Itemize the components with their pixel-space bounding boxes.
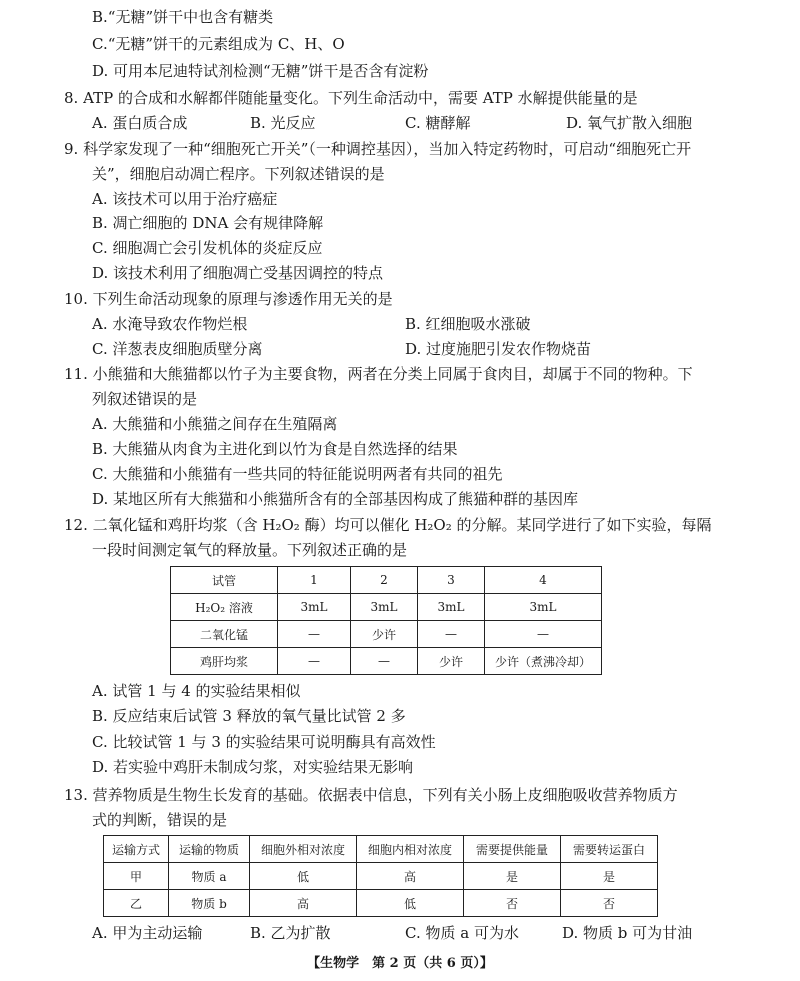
table-cell: 细胞外相对浓度	[250, 836, 357, 863]
table-cell: —	[351, 648, 418, 675]
table-row	[171, 594, 602, 621]
table-cell: 高	[250, 890, 357, 917]
q10-option-c: C. 洋葱表皮细胞质壁分离	[92, 340, 263, 358]
table-cell: 鸡肝均浆	[171, 648, 278, 675]
q11-option-d: D. 某地区所有大熊猫和小熊猫所含有的全部基因构成了熊猫种群的基因库	[92, 490, 579, 508]
table-cell: 需要提供能量	[464, 836, 561, 863]
table-cell: 1	[278, 567, 351, 594]
table-cell: 3mL	[485, 594, 602, 621]
table-row	[171, 621, 602, 648]
table-row	[104, 890, 658, 917]
table-cell: 低	[357, 890, 464, 917]
page-footer: 【生物学 第 2 页（共 6 页）】	[307, 956, 493, 971]
table-cell: 甲	[104, 863, 169, 890]
table-row	[171, 567, 602, 594]
table-cell: 乙	[104, 890, 169, 917]
q7-option-c: C.“无糖”饼干的元素组成为 C、H、O	[92, 35, 345, 53]
q12-table	[170, 566, 602, 675]
table-cell: 试管	[171, 567, 278, 594]
table-cell: 否	[464, 890, 561, 917]
q9-option-d: D. 该技术利用了细胞凋亡受基因调控的特点	[92, 264, 384, 282]
table-cell: H₂O₂ 溶液	[171, 594, 278, 621]
table-cell: 少许（煮沸冷却）	[485, 648, 602, 675]
q11-stem-1: 11. 小熊猫和大熊猫都以竹子为主要食物，两者在分类上同属于食肉目，却属于不同的物种。下	[64, 365, 693, 383]
q9-stem-2: 关”，细胞启动凋亡程序。下列叙述错误的是	[92, 165, 385, 183]
table-cell: —	[485, 621, 602, 648]
q8-stem: 8. ATP 的合成和水解都伴随能量变化。下列生命活动中，需要 ATP 水解提供能量的是	[64, 89, 638, 107]
q13-option-a: A. 甲为主动运输	[92, 924, 203, 942]
q9-option-c: C. 细胞凋亡会引发机体的炎症反应	[92, 239, 323, 257]
q13-option-c: C. 物质 a 可为水	[405, 924, 519, 942]
q13-option-b: B. 乙为扩散	[250, 924, 331, 942]
q8-option-b: B. 光反应	[250, 114, 316, 132]
q11-stem-2: 列叙述错误的是	[92, 390, 198, 408]
q10-option-b: B. 红细胞吸水涨破	[405, 315, 531, 333]
q13-stem-2: 式的判断，错误的是	[92, 811, 228, 829]
table-cell: 3mL	[351, 594, 418, 621]
q8-option-a: A. 蛋白质合成	[92, 114, 188, 132]
table-cell: 3	[418, 567, 485, 594]
q13-table	[103, 835, 658, 917]
q9-option-a: A. 该技术可以用于治疗癌症	[92, 190, 278, 208]
q11-option-c: C. 大熊猫和小熊猫有一些共同的特征能说明两者有共同的祖先	[92, 465, 503, 483]
table-cell: 运输的物质	[169, 836, 250, 863]
table-cell: —	[278, 648, 351, 675]
table-cell: 二氧化锰	[171, 621, 278, 648]
q12-stem-1: 12. 二氧化锰和鸡肝均浆（含 H₂O₂ 酶）均可以催化 H₂O₂ 的分解。某同学进行了如下实验，每隔	[64, 516, 712, 534]
table-row	[104, 863, 658, 890]
table-cell: 物质 a	[169, 863, 250, 890]
table-cell: 细胞内相对浓度	[357, 836, 464, 863]
table-cell: 高	[357, 863, 464, 890]
q7-option-b: B.“无糖”饼干中也含有糖类	[92, 8, 274, 26]
q12-option-c: C. 比较试管 1 与 3 的实验结果可说明酶具有高效性	[92, 733, 436, 751]
table-cell: 需要转运蛋白	[561, 836, 658, 863]
q10-option-a: A. 水淹导致农作物烂根	[92, 315, 248, 333]
q11-option-b: B. 大熊猫从肉食为主进化到以竹为食是自然选择的结果	[92, 440, 458, 458]
table-cell: 运输方式	[104, 836, 169, 863]
q12-stem-2: 一段时间测定氧气的释放量。下列叙述正确的是	[92, 541, 408, 559]
q12-option-b: B. 反应结束后试管 3 释放的氧气量比试管 2 多	[92, 707, 406, 725]
table-cell: 低	[250, 863, 357, 890]
table-row	[104, 836, 658, 863]
q12-option-d: D. 若实验中鸡肝未制成匀浆，对实验结果无影响	[92, 758, 414, 776]
table-cell: 2	[351, 567, 418, 594]
q9-stem-1: 9. 科学家发现了一种“细胞死亡开关”（一种调控基因），当加入特定药物时，可启动“细胞死亡开	[64, 140, 692, 158]
q12-option-a: A. 试管 1 与 4 的实验结果相似	[92, 682, 301, 700]
table-cell: 否	[561, 890, 658, 917]
table-cell: 是	[561, 863, 658, 890]
table-cell: 4	[485, 567, 602, 594]
q7-option-d: D. 可用本尼迪特试剂检测“无糖”饼干是否含有淀粉	[92, 62, 429, 80]
table-cell: 少许	[351, 621, 418, 648]
q8-option-c: C. 糖酵解	[405, 114, 471, 132]
table-row	[171, 648, 602, 675]
table-cell: —	[278, 621, 351, 648]
q8-option-d: D. 氧气扩散入细胞	[566, 114, 693, 132]
q13-option-d: D. 物质 b 可为甘油	[562, 924, 693, 942]
q13-stem-1: 13. 营养物质是生物生长发育的基础。依据表中信息，下列有关小肠上皮细胞吸收营养物质方	[64, 786, 678, 804]
table-cell: 物质 b	[169, 890, 250, 917]
table-cell: 3mL	[278, 594, 351, 621]
table-cell: 少许	[418, 648, 485, 675]
q10-option-d: D. 过度施肥引发农作物烧苗	[405, 340, 592, 358]
table-cell: —	[418, 621, 485, 648]
table-cell: 3mL	[418, 594, 485, 621]
q9-option-b: B. 凋亡细胞的 DNA 会有规律降解	[92, 214, 324, 232]
q10-stem: 10. 下列生命活动现象的原理与渗透作用无关的是	[64, 290, 393, 308]
table-cell: 是	[464, 863, 561, 890]
q11-option-a: A. 大熊猫和小熊猫之间存在生殖隔离	[92, 415, 338, 433]
